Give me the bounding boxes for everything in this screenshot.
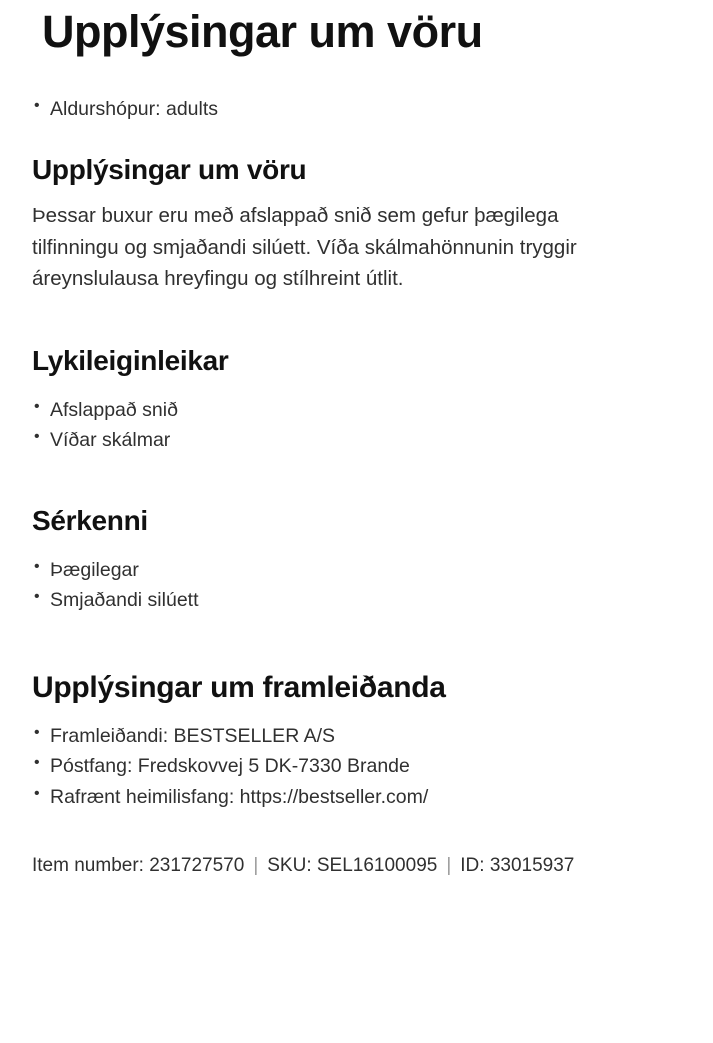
list-item: • Póstfang: Fredskovvej 5 DK-7330 Brande (32, 752, 683, 780)
item-number: Item number: 231727570 (32, 854, 245, 876)
attribute-list (32, 95, 683, 123)
footer-separator-2: | (446, 854, 452, 876)
characteristics-list (32, 556, 683, 615)
page-title: Upplýsingar um vöru (42, 6, 483, 57)
list-item: • Aldurshópur: adults (32, 95, 683, 123)
characteristics-heading: Sérkenni (32, 505, 148, 537)
sku: SKU: SEL16100095 (267, 854, 438, 876)
manufacturer-heading: Upplýsingar um framleiðanda (32, 671, 446, 705)
manufacturer-section (32, 670, 683, 811)
product-description-heading: Upplýsingar um vöru (32, 153, 307, 185)
product-id: ID: 33015937 (460, 854, 575, 876)
list-item: • Smjaðandi silúett (32, 586, 683, 614)
key-features-section (32, 344, 683, 454)
key-features-list (32, 396, 683, 455)
manufacturer-list (32, 722, 683, 811)
footer-separator-1: | (253, 854, 259, 876)
list-item: • Rafrænt heimilisfang: https://bestseller.com/ (32, 783, 683, 811)
product-identifiers-footer (32, 855, 683, 877)
product-description-text: Þessar buxur eru með afslappað snið sem gefur þægilega tilfinningu og smjaðandi silúett. Víða skálmahönnunin tryggir áreynslulausa hreyfingu og stílhreint útlit. (32, 204, 577, 290)
key-features-heading: Lykileiginleikar (32, 344, 229, 376)
list-item: • Víðar skálmar (32, 426, 683, 454)
characteristics-section (32, 504, 683, 614)
list-item: • Framleiðandi: BESTSELLER A/S (32, 722, 683, 750)
list-item: • Afslappað snið (32, 396, 683, 424)
product-description-section (32, 153, 683, 294)
list-item: • Þægilegar (32, 556, 683, 584)
product-information-page (0, 8, 713, 877)
